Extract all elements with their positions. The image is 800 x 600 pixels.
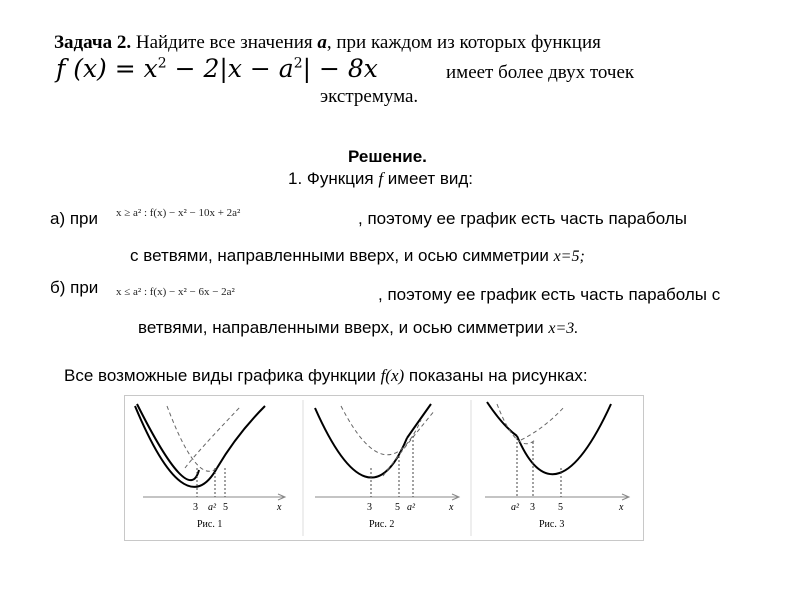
case-b-formula: x ≤ a² : f(x) − x² − 6x − 2a² xyxy=(116,286,235,298)
fig3-dashed-b xyxy=(521,406,565,440)
task-param: а xyxy=(317,32,327,53)
fig1-x-label: x xyxy=(277,502,282,513)
fig3-tick-2: 5 xyxy=(558,502,563,513)
task-text-line2: имеет более двух точек xyxy=(446,62,635,83)
task-text-end: , при каждом из которых функция xyxy=(326,32,601,53)
fig2-tick-2: a² xyxy=(407,502,415,513)
formula-sup-2: 2 xyxy=(293,55,303,72)
fig3-tick-1: 3 xyxy=(530,502,535,513)
task-text: Найдите все значения xyxy=(135,32,313,53)
figures-intro-end: показаны на рисунках: xyxy=(408,366,588,385)
fig2-x-label: x xyxy=(449,502,454,513)
fig2-tick-0: 3 xyxy=(367,502,372,513)
fig1-curve-b xyxy=(217,406,265,468)
case-b-axis: x=3. xyxy=(548,320,579,337)
solution-heading: Решение. xyxy=(348,147,427,166)
figures-intro xyxy=(64,366,588,386)
fig3-curve-b xyxy=(517,404,611,474)
step1-f: f xyxy=(378,169,384,188)
case-b-line2 xyxy=(138,318,578,338)
fig1-caption: Рис. 1 xyxy=(197,519,223,530)
figure-2 xyxy=(315,404,459,530)
task-formula xyxy=(56,54,378,83)
task-label: Задача 2. xyxy=(54,32,132,53)
formula-sup-1: 2 xyxy=(157,55,167,72)
figure-3 xyxy=(485,402,629,530)
figure-1 xyxy=(135,404,285,530)
fig3-tick-0: a² xyxy=(511,502,519,513)
case-b-text: , поэтому ее график есть часть параболы с xyxy=(378,285,721,304)
figures-intro-fx: f(x) xyxy=(380,366,405,385)
case-b-line2-text: ветвями, направленными вверх, и осью симметрии xyxy=(138,318,544,337)
formula-lhs: f (x) = x xyxy=(56,54,158,83)
fig1-dashed-a xyxy=(167,406,217,471)
fig1-curve-a xyxy=(135,406,217,487)
task-text-line3: экстремума. xyxy=(320,86,419,107)
fig2-curve-b xyxy=(407,404,431,438)
figures-svg xyxy=(125,396,643,540)
fig2-dashed-a xyxy=(341,406,421,455)
fig3-curve-a xyxy=(487,402,517,436)
case-a-line2 xyxy=(130,246,585,266)
fig2-caption: Рис. 2 xyxy=(369,519,395,530)
case-b-label: б) при xyxy=(50,278,99,297)
case-a-label: а) при xyxy=(50,209,98,228)
case-a-text: , поэтому ее график есть часть параболы xyxy=(358,209,687,228)
step1-end: имеет вид: xyxy=(387,169,474,188)
step1-text: 1. Функция xyxy=(288,169,374,188)
formula-rhs: | − 8x xyxy=(302,54,378,83)
fig1-tick-1: a² xyxy=(208,502,216,513)
fig1-dashed-b xyxy=(185,406,241,468)
figures-frame xyxy=(124,395,644,541)
fig3-x-label: x xyxy=(619,502,624,513)
case-a-axis: x=5; xyxy=(553,248,585,265)
case-a-formula: x ≥ a² : f(x) − x² − 10x + 2a² xyxy=(116,207,241,219)
figures-intro-text: Все возможные виды графика функции xyxy=(64,366,376,385)
fig2-tick-1: 5 xyxy=(395,502,400,513)
solution-step1 xyxy=(288,169,473,189)
task-statement-line1 xyxy=(54,32,601,54)
fig1-tick-2: 5 xyxy=(223,502,228,513)
case-a-line2-text: с ветвями, направленными вверх, и осью симметрии xyxy=(130,246,549,265)
fig1-tick-0: 3 xyxy=(193,502,198,513)
formula-mid: − 2|x − a xyxy=(166,54,294,83)
fig2-curve-a xyxy=(315,408,407,478)
fig3-caption: Рис. 3 xyxy=(539,519,565,530)
